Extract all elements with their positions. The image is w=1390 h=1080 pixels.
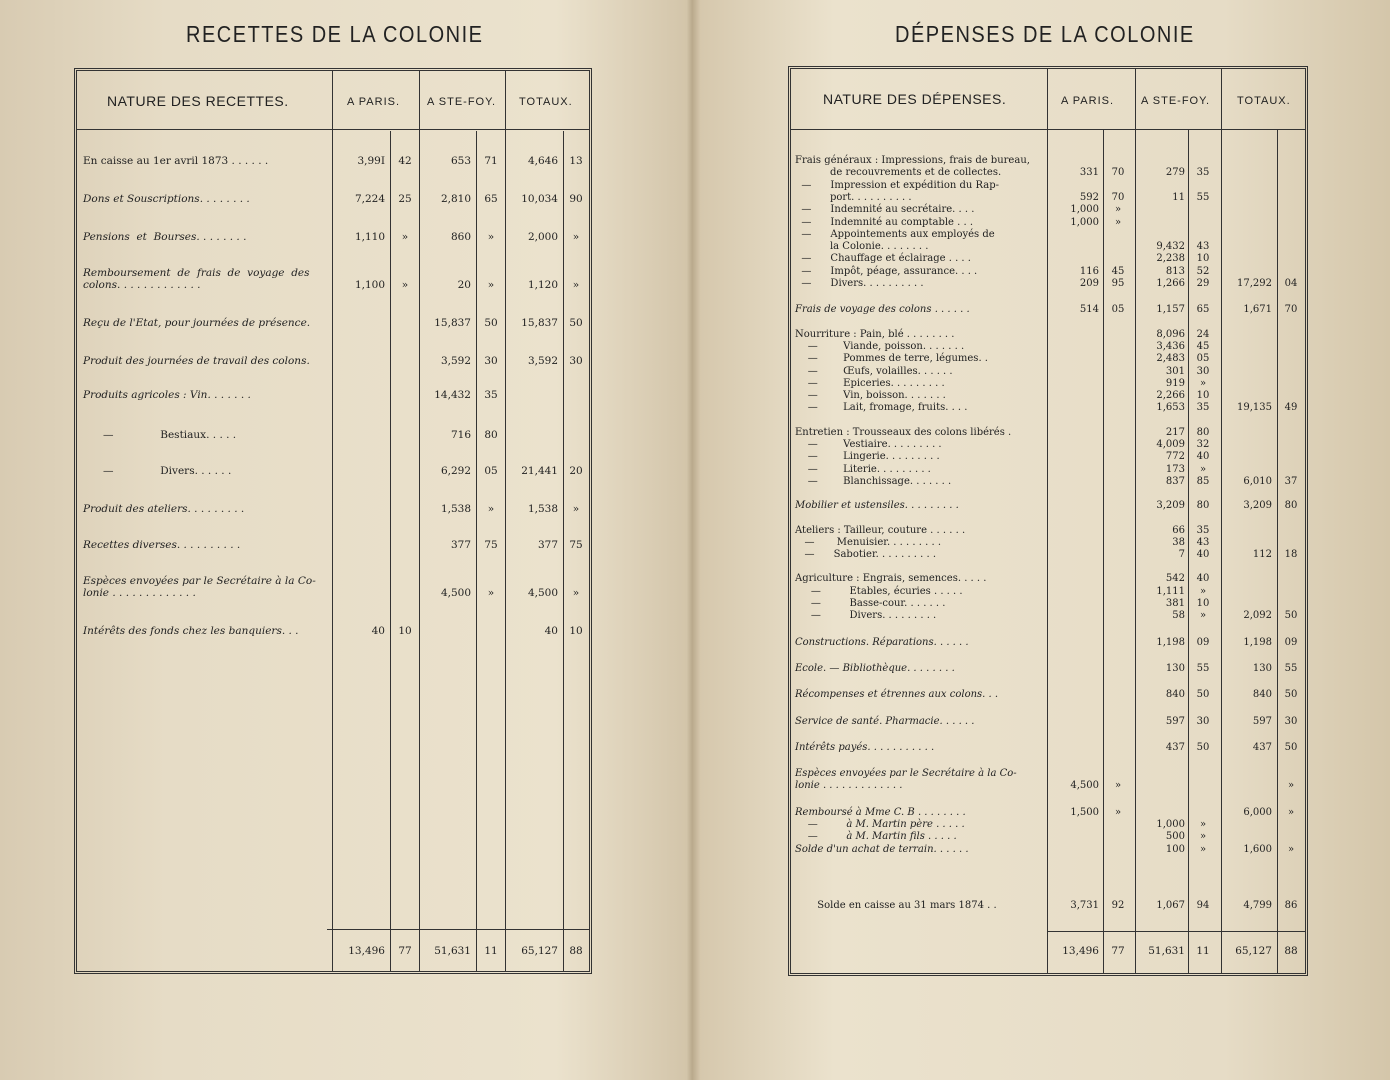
row-tot-cents: 10 xyxy=(569,625,583,637)
row-tot: 4,799 xyxy=(1243,899,1272,911)
row-foy-cents: 29 xyxy=(1196,278,1210,289)
row-tot: 840 xyxy=(1252,689,1272,701)
row-label: — Sabotier. . . . . . . . . . xyxy=(795,549,937,561)
row-label: Produit des journées de travail des colons. xyxy=(83,355,310,367)
row-tot-cents: 49 xyxy=(1284,402,1298,414)
row-paris-cents: 70 xyxy=(1111,167,1125,179)
row-foy: 130 xyxy=(1165,662,1185,674)
row-foy-cents: 10 xyxy=(1196,390,1210,402)
row-foy: 597 xyxy=(1165,715,1185,727)
row-label: lonie . . . . . . . . . . . . . xyxy=(795,780,903,792)
row-foy: 377 xyxy=(450,539,471,551)
row-foy-cents: 30 xyxy=(1196,715,1210,727)
row-tot: 3,209 xyxy=(1243,500,1272,512)
row-tot-cents: 09 xyxy=(1284,636,1298,648)
row-label: Intérêts des fonds chez les banquiers. . . xyxy=(83,625,299,637)
header-rule xyxy=(77,129,589,130)
row-tot-cents: 50 xyxy=(1284,689,1298,701)
row-tot: 437 xyxy=(1252,741,1272,753)
row-foy-cents: 30 xyxy=(1196,365,1210,377)
row-label: Ecole. — Bibliothèque. . . . . . . . xyxy=(795,662,955,674)
col-divider xyxy=(1221,69,1222,973)
left-page xyxy=(0,0,690,1080)
row-paris-cents: 92 xyxy=(1111,899,1125,911)
row-foy-cents: 52 xyxy=(1196,265,1210,277)
total-paris: 13,496 xyxy=(348,945,385,957)
total-foy: 51,631 xyxy=(434,945,471,957)
row-tot-cents: » xyxy=(1287,806,1295,818)
row-paris-cents: 05 xyxy=(1111,304,1125,316)
row-label: — Vestiaire. . . . . . . . . xyxy=(795,439,942,450)
row-foy: 6,292 xyxy=(440,465,471,477)
row-label: — Divers. . . . . . xyxy=(83,465,232,477)
row-tot-cents: » xyxy=(1287,843,1295,855)
row-foy: 772 xyxy=(1165,451,1185,463)
total-foy: 51,631 xyxy=(1148,945,1185,957)
row-tot: 3,592 xyxy=(527,355,558,367)
row-label: Produits agricoles : Vin. . . . . . . xyxy=(83,389,251,401)
row-tot: 112 xyxy=(1252,549,1272,561)
row-paris: 1,100 xyxy=(354,279,385,291)
row-foy-cents: » xyxy=(1199,831,1207,843)
row-label: — Impression et expédition du Rap- xyxy=(795,179,1000,191)
row-foy: 3,209 xyxy=(1156,500,1185,512)
row-label: — Bestiaux. . . . . xyxy=(83,429,237,441)
row-label: — Viande, poisson. . . . . . . xyxy=(795,340,965,352)
row-label: Espèces envoyées par le Secrétaire à la Co- xyxy=(795,768,1017,780)
row-foy-cents: 43 xyxy=(1196,536,1210,548)
row-paris-cents: 70 xyxy=(1111,191,1125,203)
row-label: — Appointements aux employés de xyxy=(795,228,995,240)
row-foy-cents: » xyxy=(487,231,495,243)
row-label: — Impôt, péage, assurance. . . . xyxy=(795,265,978,277)
row-foy-cents: » xyxy=(487,587,495,599)
row-tot-cents: 50 xyxy=(1284,741,1298,753)
row-tot: 4,500 xyxy=(527,587,558,599)
row-label: Remboursement de frais de voyage des colons. . . . . . . . . . . . . xyxy=(83,267,310,291)
row-foy: 1,000 xyxy=(1156,819,1185,830)
row-tot: 40 xyxy=(544,625,558,637)
row-label: — Lait, fromage, fruits. . . . xyxy=(795,402,968,414)
row-tot-cents: 30 xyxy=(569,355,583,367)
row-foy: 1,538 xyxy=(440,503,471,515)
row-tot-cents: 50 xyxy=(1284,610,1298,622)
row-paris: 116 xyxy=(1079,265,1099,277)
row-foy: 840 xyxy=(1165,689,1185,701)
row-foy: 173 xyxy=(1165,463,1185,475)
header-paris: A PARIS. xyxy=(347,96,401,108)
row-foy: 1,111 xyxy=(1156,585,1185,597)
row-foy-cents: 80 xyxy=(484,429,498,441)
row-paris: 3,99I xyxy=(357,155,385,167)
total-foy-cents: 11 xyxy=(1196,945,1210,957)
row-foy-cents: 40 xyxy=(1196,451,1210,463)
row-label: Constructions. Réparations. . . . . . xyxy=(795,636,969,648)
row-label: — Epiceries. . . . . . . . . xyxy=(795,377,945,389)
row-tot-cents: 30 xyxy=(1284,715,1298,727)
row-label: Espèces envoyées par le Secrétaire à la Co- lonie . . . . . . . . . . . . . xyxy=(83,575,316,599)
cents-divider xyxy=(563,131,564,971)
header-stefoy: A STE-FOY. xyxy=(1141,95,1211,107)
row-label: — Vin, boisson. . . . . . . xyxy=(795,390,946,402)
row-foy: 2,266 xyxy=(1156,390,1185,402)
row-foy: 11 xyxy=(1172,191,1185,203)
row-foy-cents: 05 xyxy=(1196,353,1210,365)
row-paris: 592 xyxy=(1079,191,1099,203)
row-foy-cents: 65 xyxy=(484,193,498,205)
total-foy-cents: 11 xyxy=(484,945,498,957)
row-label: Frais généraux : Impressions, frais de bureau, xyxy=(795,155,1030,166)
row-paris-cents: 45 xyxy=(1111,265,1125,277)
row-foy-cents: 05 xyxy=(484,465,498,477)
row-label: Dons et Souscriptions. . . . . . . . xyxy=(83,193,250,205)
row-foy-cents: 09 xyxy=(1196,636,1210,648)
row-tot: 130 xyxy=(1252,662,1272,674)
row-tot: 1,198 xyxy=(1243,636,1272,648)
col-divider xyxy=(419,71,420,971)
total-totaux-cents: 88 xyxy=(1284,945,1298,957)
row-tot-cents: 50 xyxy=(569,317,583,329)
row-foy-cents: » xyxy=(1199,463,1207,475)
row-paris-cents: 25 xyxy=(398,193,412,205)
row-foy-cents: 71 xyxy=(484,155,498,167)
right-page-title: DÉPENSES DE LA COLONIE xyxy=(895,22,1195,48)
row-foy-cents: » xyxy=(1199,843,1207,855)
header-totaux: TOTAUX. xyxy=(1237,95,1291,107)
row-foy: 66 xyxy=(1172,524,1185,536)
row-foy-cents: 24 xyxy=(1196,328,1210,340)
row-label: — à M. Martin père . . . . . xyxy=(795,819,965,830)
row-tot: 10,034 xyxy=(521,193,558,205)
row-foy-cents: 43 xyxy=(1196,241,1210,253)
row-foy-cents: » xyxy=(487,503,495,515)
row-tot: 1,600 xyxy=(1243,843,1272,855)
row-tot: 19,135 xyxy=(1237,402,1272,414)
depenses-table xyxy=(788,66,1308,976)
row-label: port. . . . . . . . . . xyxy=(795,191,912,203)
row-paris: 514 xyxy=(1079,304,1099,316)
header-nature: NATURE DES DÉPENSES. xyxy=(823,91,1007,107)
row-tot: 4,646 xyxy=(527,155,558,167)
row-foy-cents: 85 xyxy=(1196,475,1210,487)
row-paris: 209 xyxy=(1079,278,1099,289)
row-tot-cents: 90 xyxy=(569,193,583,205)
row-paris: 1,500 xyxy=(1070,806,1099,818)
row-tot: 2,092 xyxy=(1243,610,1272,622)
cents-divider xyxy=(1103,129,1104,973)
row-label: — Indemnité au secrétaire. . . . xyxy=(795,204,975,216)
row-tot-cents: 55 xyxy=(1284,662,1298,674)
row-label: — Menuisier. . . . . . . . . xyxy=(795,536,941,548)
row-foy: 716 xyxy=(450,429,471,441)
row-foy: 301 xyxy=(1165,365,1185,377)
header-stefoy: A STE-FOY. xyxy=(427,96,497,108)
row-foy-cents: 32 xyxy=(1196,439,1210,450)
row-foy-cents: 80 xyxy=(1196,426,1210,438)
row-paris-cents: » xyxy=(1114,216,1122,228)
row-foy-cents: 35 xyxy=(1196,402,1210,414)
row-label: Mobilier et ustensiles. . . . . . . . . xyxy=(795,500,959,512)
row-label: — Indemnité au comptable . . . xyxy=(795,216,974,228)
cents-divider xyxy=(476,131,477,971)
row-label: Solde en caisse au 31 mars 1874 . . xyxy=(795,899,997,911)
row-tot-cents: 04 xyxy=(1284,278,1298,289)
row-label: Agriculture : Engrais, semences. . . . . xyxy=(795,573,987,585)
row-foy: 1,198 xyxy=(1156,636,1185,648)
totals-rule xyxy=(1047,931,1305,932)
row-paris-cents: » xyxy=(1114,806,1122,818)
row-foy: 3,592 xyxy=(440,355,471,367)
row-foy-cents: » xyxy=(1199,585,1207,597)
row-foy: 9,432 xyxy=(1156,241,1185,253)
row-foy-cents: 35 xyxy=(1196,524,1210,536)
row-foy-cents: 80 xyxy=(1196,500,1210,512)
row-label: — Œufs, volailles. . . . . . xyxy=(795,365,953,377)
row-label: Ateliers : Tailleur, couture . . . . . . xyxy=(795,524,966,536)
total-paris-cents: 77 xyxy=(1111,945,1125,957)
row-foy: 217 xyxy=(1165,426,1185,438)
row-tot-cents: » xyxy=(572,231,580,243)
row-paris-cents: » xyxy=(1114,780,1122,792)
row-foy: 58 xyxy=(1172,610,1185,622)
row-paris: 1,110 xyxy=(354,231,385,243)
row-foy: 4,500 xyxy=(440,587,471,599)
row-label: — Divers. . . . . . . . . . xyxy=(795,278,924,289)
row-tot-cents: » xyxy=(1287,780,1295,792)
row-label: Entretien : Trousseaux des colons libérés . xyxy=(795,426,1012,438)
row-tot: 17,292 xyxy=(1237,278,1272,289)
row-tot-cents: 80 xyxy=(1284,500,1298,512)
row-paris-cents: » xyxy=(401,279,409,291)
row-foy-cents: » xyxy=(1199,377,1207,389)
row-paris: 1,000 xyxy=(1070,204,1099,216)
row-foy-cents: » xyxy=(1199,819,1207,830)
row-foy: 100 xyxy=(1165,843,1185,855)
recettes-table xyxy=(74,68,592,974)
row-foy: 279 xyxy=(1165,167,1185,179)
row-label: — Etables, écuries . . . . . xyxy=(795,585,963,597)
row-label: — Lingerie. . . . . . . . . xyxy=(795,451,940,463)
row-foy: 542 xyxy=(1165,573,1185,585)
row-tot: 6,000 xyxy=(1243,806,1272,818)
row-label: de recouvrements et de collectes. xyxy=(795,167,1002,179)
row-foy: 2,810 xyxy=(440,193,471,205)
row-label: En caisse au 1er avril 1873 . . . . . . xyxy=(83,155,269,167)
row-paris-cents: 42 xyxy=(398,155,412,167)
row-foy: 919 xyxy=(1165,377,1185,389)
row-foy: 500 xyxy=(1165,831,1185,843)
row-foy-cents: 10 xyxy=(1196,598,1210,609)
row-paris-cents: 95 xyxy=(1111,278,1125,289)
header-rule xyxy=(791,129,1305,130)
row-label: Pensions et Bourses. . . . . . . . xyxy=(83,231,247,243)
row-foy-cents: » xyxy=(487,279,495,291)
totals-rule xyxy=(327,929,589,930)
row-label: Recettes diverses. . . . . . . . . . xyxy=(83,539,241,551)
row-foy: 8,096 xyxy=(1156,328,1185,340)
row-label: — Basse-cour. . . . . . . xyxy=(795,598,946,609)
header-totaux: TOTAUX. xyxy=(519,96,573,108)
col-divider xyxy=(505,71,506,971)
row-foy: 860 xyxy=(450,231,471,243)
row-foy-cents: 35 xyxy=(1196,167,1210,179)
row-foy: 2,238 xyxy=(1156,253,1185,265)
row-tot-cents: 75 xyxy=(569,539,583,551)
row-foy-cents: 75 xyxy=(484,539,498,551)
row-tot-cents: » xyxy=(572,587,580,599)
row-foy: 653 xyxy=(450,155,471,167)
row-foy: 7 xyxy=(1178,549,1185,561)
row-label: Produit des ateliers. . . . . . . . . xyxy=(83,503,245,515)
row-tot: 377 xyxy=(537,539,558,551)
row-foy: 15,837 xyxy=(434,317,471,329)
row-label: Service de santé. Pharmacie. . . . . . xyxy=(795,715,975,727)
row-foy-cents: 30 xyxy=(484,355,498,367)
row-paris-cents: 10 xyxy=(398,625,412,637)
row-tot: 6,010 xyxy=(1243,475,1272,487)
row-label: Reçu de l'Etat, pour journées de présence. xyxy=(83,317,311,329)
row-foy-cents: 94 xyxy=(1196,899,1210,911)
row-foy: 1,067 xyxy=(1156,899,1185,911)
total-totaux-cents: 88 xyxy=(569,945,583,957)
row-paris: 7,224 xyxy=(354,193,385,205)
right-page xyxy=(690,0,1390,1080)
row-tot-cents: 37 xyxy=(1284,475,1298,487)
row-tot-cents: » xyxy=(572,503,580,515)
row-tot: 597 xyxy=(1252,715,1272,727)
row-label: — Blanchissage. . . . . . . xyxy=(795,475,952,487)
row-tot-cents: 20 xyxy=(569,465,583,477)
row-tot-cents: » xyxy=(572,279,580,291)
cents-divider xyxy=(390,131,391,971)
row-label: Nourriture : Pain, blé . . . . . . . . xyxy=(795,328,955,340)
row-foy-cents: 65 xyxy=(1196,304,1210,316)
row-foy: 813 xyxy=(1165,265,1185,277)
row-foy-cents: 50 xyxy=(1196,689,1210,701)
row-label: la Colonie. . . . . . . . xyxy=(795,241,929,253)
row-foy-cents: 45 xyxy=(1196,340,1210,352)
row-label: Intérêts payés. . . . . . . . . . . xyxy=(795,741,935,753)
row-tot-cents: 70 xyxy=(1284,304,1298,316)
row-paris: 1,000 xyxy=(1070,216,1099,228)
total-paris: 13,496 xyxy=(1062,945,1099,957)
row-tot: 1,120 xyxy=(527,279,558,291)
row-foy-cents: 50 xyxy=(1196,741,1210,753)
row-label: — Pommes de terre, légumes. . xyxy=(795,353,988,365)
header-paris: A PARIS. xyxy=(1061,95,1115,107)
row-tot: 1,671 xyxy=(1243,304,1272,316)
row-paris: 40 xyxy=(371,625,385,637)
row-foy: 38 xyxy=(1172,536,1185,548)
row-foy: 1,653 xyxy=(1156,402,1185,414)
row-paris: 4,500 xyxy=(1070,780,1099,792)
row-foy: 1,266 xyxy=(1156,278,1185,289)
row-tot-cents: 18 xyxy=(1284,549,1298,561)
row-foy-cents: 55 xyxy=(1196,662,1210,674)
row-paris: 3,731 xyxy=(1070,899,1099,911)
row-paris-cents: » xyxy=(1114,204,1122,216)
row-label: — à M. Martin fils . . . . . xyxy=(795,831,957,843)
row-foy: 2,483 xyxy=(1156,353,1185,365)
row-label: — Chauffage et éclairage . . . . xyxy=(795,253,971,265)
row-foy: 437 xyxy=(1165,741,1185,753)
row-foy-cents: 40 xyxy=(1196,573,1210,585)
row-label: Récompenses et étrennes aux colons. . . xyxy=(795,689,999,701)
row-foy-cents: 50 xyxy=(484,317,498,329)
row-tot: 1,538 xyxy=(527,503,558,515)
row-foy: 14,432 xyxy=(434,389,471,401)
row-foy-cents: 10 xyxy=(1196,253,1210,265)
row-tot: 21,441 xyxy=(521,465,558,477)
row-foy: 3,436 xyxy=(1156,340,1185,352)
row-label: — Divers. . . . . . . . . xyxy=(795,610,937,622)
row-foy: 20 xyxy=(457,279,471,291)
col-divider xyxy=(332,71,333,971)
row-paris-cents: » xyxy=(401,231,409,243)
row-tot-cents: 86 xyxy=(1284,899,1298,911)
row-foy-cents: 55 xyxy=(1196,191,1210,203)
row-foy-cents: » xyxy=(1199,610,1207,622)
row-label: Solde d'un achat de terrain. . . . . . xyxy=(795,843,969,855)
row-tot: 2,000 xyxy=(527,231,558,243)
row-tot: 15,837 xyxy=(521,317,558,329)
left-page-title: RECETTES DE LA COLONIE xyxy=(186,22,484,48)
total-totaux: 65,127 xyxy=(1235,945,1272,957)
header-nature: NATURE DES RECETTES. xyxy=(107,93,289,109)
total-paris-cents: 77 xyxy=(398,945,412,957)
row-foy-cents: 40 xyxy=(1196,549,1210,561)
row-foy: 381 xyxy=(1165,598,1185,609)
total-totaux: 65,127 xyxy=(521,945,558,957)
row-foy-cents: 35 xyxy=(484,389,498,401)
row-foy: 4,009 xyxy=(1156,439,1185,450)
row-label: Frais de voyage des colons . . . . . . xyxy=(795,304,970,316)
row-label: Remboursé à Mme C. B . . . . . . . . xyxy=(795,806,966,818)
row-tot-cents: 13 xyxy=(569,155,583,167)
row-label: — Literie. . . . . . . . . xyxy=(795,463,931,475)
row-paris: 331 xyxy=(1079,167,1099,179)
row-foy: 1,157 xyxy=(1156,304,1185,316)
row-foy: 837 xyxy=(1165,475,1185,487)
